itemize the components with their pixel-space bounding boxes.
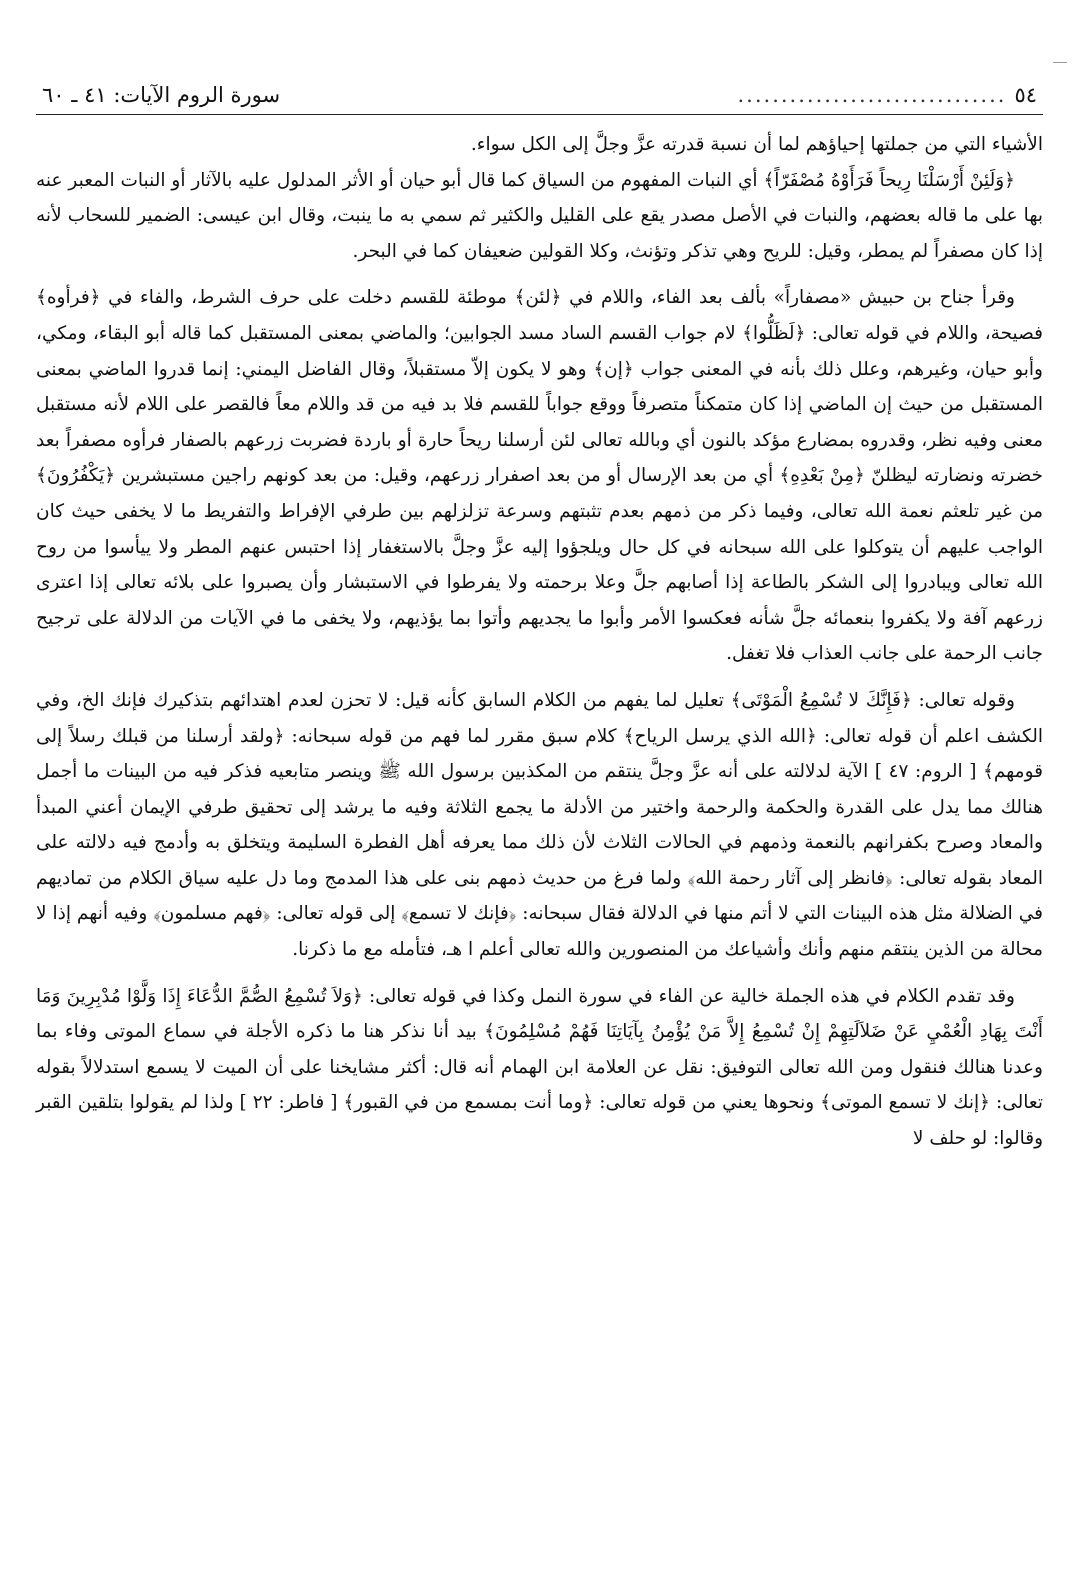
header-dot-leader: ............................... (737, 83, 1007, 107)
paragraph-1: الأشياء التي من جملتها إحياؤهم لما أن نسبة قدرته عزَّ وجلَّ إلى الكل سواء. (470, 134, 1043, 155)
paragraph-2: ﴿وَلَئِنْ أَرْسَلْنَا رِيحاً فَرَأَوْهُ مُصْفَرّاً﴾ أي النبات المفهوم من السياق كما قال أبو حيان أو الأثر المدلول عليه بالآثار أو النبات المعبر عنه بها على ما قاله بعضهم، والنبات في الأصل مصدر يقع على القليل والكثير ثم سمي به ما ينبت، وقال ابن عيسى: الضمير للسحاب لأنه إذا كان مصفراً لم يمطر، وقيل: للريح وهي تذكر وتؤنث، وكلا القولين ضعيفان كما في البحر. (36, 169, 1043, 262)
paragraph-5: وقد تقدم الكلام في هذه الجملة خالية عن الفاء في سورة النمل وكذا في قوله تعالى: ﴿وَلاَ تُسْمِعُ الصُّمَّ الدُّعَاءَ إِذَا وَلَّوْا مُدْبِرِينَ وَمَا أَنْتَ بِهَادِ الْعُمْيِ عَنْ ضَلاَلَتِهِمْ إِنْ تُسْمِعُ إِلاَّ مَنْ يُؤْمِنُ بِآيَاتِنَا فَهُمْ مُسْلِمُونَ﴾ بيد أنا نذكر هنا ما ذكره الأجلة في سماع الموتى وفاء بما وعدنا هنالك فنقول ومن الله تعالى التوفيق: نقل عن العلامة ابن الهمام أنه قال: أكثر مشايخنا على أن الميت لا يسمع استدلالاً بقوله تعالى: ﴿إنك لا تسمع الموتى﴾ ونحوها يعني من قوله تعالى: ﴿وما أنت بمسمع من في القبور﴾ [ فاطر: ٢٢ ] ولذا لم يقولوا بتلقين القبر وقالوا: لو حلف لا (36, 985, 1043, 1150)
page-number: ٥٤ (1014, 83, 1037, 107)
body-text (36, 127, 1043, 1157)
paragraph-3: وقرأ جناح بن حبيش «مصفاراً» بألف بعد الفاء، واللام في ﴿لئن﴾ موطئة للقسم دخلت على حرف الشرط، والفاء في ﴿فرأوه﴾ فصيحة، واللام في قوله تعالى: ﴿لَظَلُّوا﴾ لام جواب القسم الساد مسد الجوابين؛ والماضي بمعنى المستقبل كما قاله أبو البقاء، ومكي، وأبو حيان، وغيرهم، وعلل ذلك بأنه في المعنى جواب ﴿إن﴾ وهو لا يكون إلاّ مستقبلاً، وقال الفاضل اليمني: إنما قدروا الماضي بمعنى المستقبل من حيث إن الماضي إذا كان متمكناً متصرفاً ووقع جواباً للقسم فلا بد فيه من قد واللام معاً فالقصر على اللام لأنه مستقبل معنى وفيه نظر، وقدروه بمضارع مؤكد بالنون أي وبالله تعالى لئن أرسلنا ريحاً حارة أو باردة فضربت زرعهم بالصفار فرأوه مصفراً بعد خضرته ونضارته ليظلنّ ﴿مِنْ بَعْدِهِ﴾ أي من بعد الإرسال أو من بعد اصفرار زرعهم، وقيل: من بعد كونهم راجين مستبشرين ﴿يَكْفُرُونَ﴾ من غير تلعثم نعمة الله تعالى، وفيما ذكر من ذمهم بعدم تثبتهم وسرعة تزلزلهم بين طرفي الإفراط والتفريط ما لا يخفى حيث كان الواجب عليهم أن يتوكلوا على الله سبحانه في كل حال ويلجؤوا إليه عزَّ وجلَّ بالاستغفار إذا احتبس عنهم المطر ولا ييأسوا من روح الله تعالى ويبادروا إلى الشكر بالطاعة إذا أصابهم جلَّ وعلا برحمته ولا يفرطوا في الاستبشار وأن يصبروا على بلائه تعالى إذا اعترى زرعهم آفة ولا يكفروا بنعمائه جلَّ شأنه فعكسوا الأمر وأبوا ما يجديهم وأتوا بما يؤذيهم، ولا يخفى ما في الآيات من الدلالة على ترجيح جانب الرحمة على جانب العذاب فلا تغفل. (36, 287, 1043, 665)
running-title: سورة الروم الآيات: ٤١ ـ ٦٠ (42, 83, 281, 107)
paragraph-4: وقوله تعالى: ﴿فَإِنَّكَ لا تُسْمِعُ الْمَوْتَى﴾ تعليل لما يفهم من الكلام السابق كأنه قيل: لا تحزن لعدم اهتدائهم بتذكيرك فإنك الخ، وفي الكشف اعلم أن قوله تعالى: ﴿الله الذي يرسل الرياح﴾ كلام سبق مقرر لما فهم من قوله سبحانه: ﴿ولقد أرسلنا من قبلك رسلاً إلى قومهم﴾ [ الروم: ٤٧ ] الآية لدلالته على أنه عزَّ وجلَّ ينتقم من المكذبين برسول الله ﷺ وينصر متابعيه فذكر فيه من البينات ما أجمل هنالك مما يدل على القدرة والحكمة والرحمة واختير من الأدلة ما يجمع الثلاثة وفيه ما يرشد إلى تحقيق طرفي الإيمان أعني المبدأ والمعاد وصرح بكفرانهم بالنعمة وذمهم في الحالات الثلاث لأن ذلك مما يعرفه أهل الفطرة السليمة ويتخلق به وأدمج فيه دلالته على المعاد بقوله تعالى: ﴿فانظر إلى آثار رحمة الله﴾ ولما فرغ من حديث ذمهم بنى على هذا المدمج وما دل عليه سياق الكلام من تماديهم في الضلالة مثل هذه البينات التي لا أتم منها في الدلالة فقال سبحانه: ﴿فإنك لا تسمع﴾ إلى قوله تعالى: ﴿فهم مسلمون﴾ وفيه أنهم إذا لا محالة من الذين ينتقم منهم وأنك وأشياعك من المنصورين والله تعالى أعلم ا هـ، فتأمله مع ما ذكرنا. (36, 689, 1043, 961)
running-header (36, 70, 1043, 115)
page-edge-mark (1053, 62, 1067, 63)
